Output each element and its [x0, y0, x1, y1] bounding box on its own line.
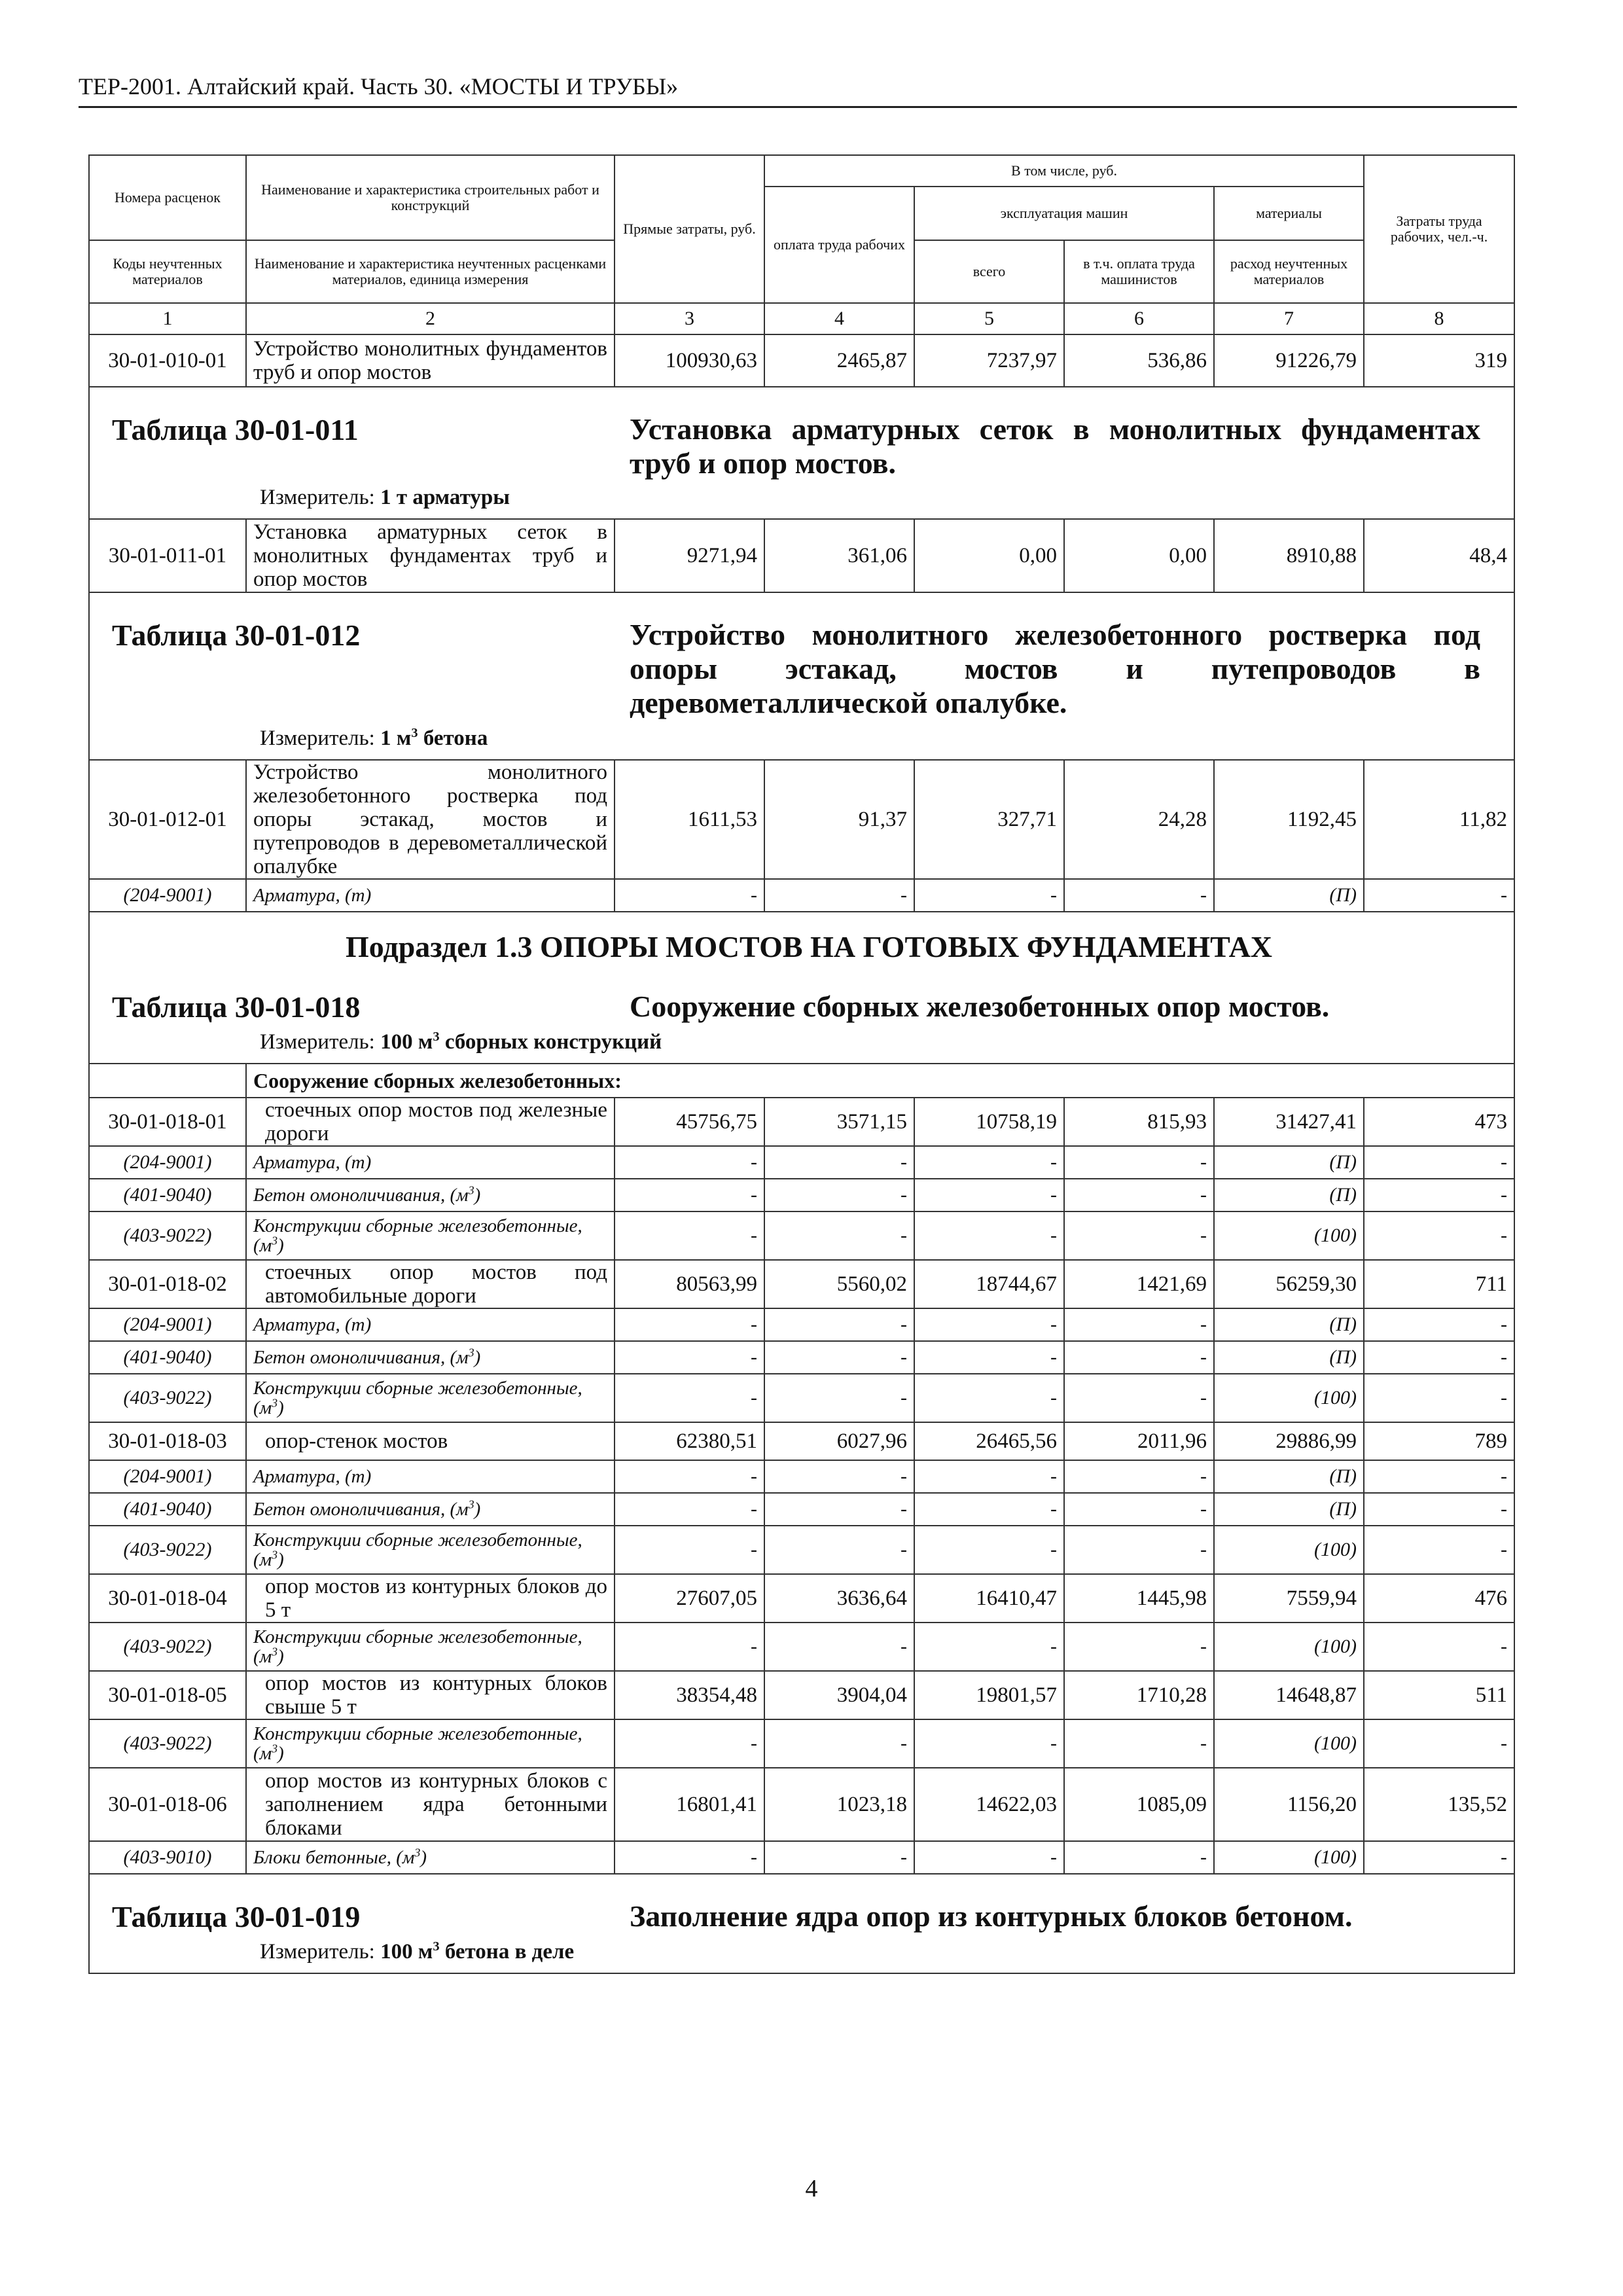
material-amount: (П) — [1214, 1146, 1364, 1179]
cell-drivers: 1710,28 — [1064, 1671, 1214, 1719]
cell-dash: - — [914, 1719, 1064, 1768]
material-row — [89, 1493, 1514, 1526]
material-amount: (П) — [1214, 879, 1364, 912]
price-table — [88, 154, 1515, 1974]
cell-dash: - — [914, 1493, 1064, 1526]
cell-labor: 511 — [1364, 1671, 1514, 1719]
header-drivers: в т.ч. оплата труда машинистов — [1064, 240, 1214, 303]
cell-direct: 80563,99 — [615, 1260, 764, 1308]
material-code: (403-9022) — [89, 1211, 246, 1260]
cell-materials: 31427,41 — [1214, 1098, 1364, 1146]
cell-drivers: 815,93 — [1064, 1098, 1214, 1146]
row-code: 30-01-018-03 — [89, 1422, 246, 1460]
cell-direct: 38354,48 — [615, 1671, 764, 1719]
material-name: Конструкции сборные железобетонные, $(м^3)$ — [246, 1623, 615, 1671]
row-name: Устройство монолитного железобетонного ростверка под опоры эстакад, мостов и путепроводов в деревометаллической опалубке — [246, 760, 615, 879]
cell-dash: - — [615, 1719, 764, 1768]
cell-wages: 3904,04 — [764, 1671, 914, 1719]
material-name: Конструкции сборные железобетонные, $(м^3)$ — [246, 1526, 615, 1574]
cell-dash: - — [914, 1460, 1064, 1493]
cell-dash: - — [615, 879, 764, 912]
cell-wages: 1023,18 — [764, 1768, 914, 1841]
cell-dash: - — [615, 1341, 764, 1374]
cell-dash: - — [615, 1179, 764, 1211]
cell-labor: 11,82 — [1364, 760, 1514, 879]
header-total: всего — [914, 240, 1064, 303]
col-num: 8 — [1364, 303, 1514, 334]
section-30-01-019 — [89, 1874, 1514, 1973]
material-name: Арматура, (т) — [246, 1146, 615, 1179]
cell-labor: 473 — [1364, 1098, 1514, 1146]
cell-dash: - — [615, 1374, 764, 1422]
row-code: 30-01-018-02 — [89, 1260, 246, 1308]
material-row — [89, 879, 1514, 912]
cell-wages: 91,37 — [764, 760, 914, 879]
cell-dash: - — [1364, 1623, 1514, 1671]
subsection-title: Подраздел 1.3 ОПОРЫ МОСТОВ НА ГОТОВЫХ ФУНДАМЕНТАХ — [345, 930, 1273, 963]
cell-dash: - — [1064, 1179, 1214, 1211]
cell-drivers: 2011,96 — [1064, 1422, 1214, 1460]
cell-dash: - — [764, 1526, 914, 1574]
cell-dash: - — [1064, 1841, 1214, 1874]
section-30-01-012 — [89, 592, 1514, 760]
material-code: (403-9022) — [89, 1623, 246, 1671]
col-num: 2 — [246, 303, 615, 334]
material-amount: (П) — [1214, 1308, 1364, 1341]
material-code: (204-9001) — [89, 1308, 246, 1341]
cell-direct: 45756,75 — [615, 1098, 764, 1146]
cell-dash: - — [1364, 1493, 1514, 1526]
cell-machines: 16410,47 — [914, 1574, 1064, 1623]
cell-labor: 48,4 — [1364, 519, 1514, 592]
cell-dash: - — [1364, 1374, 1514, 1422]
header-direct: Прямые затраты, руб. — [615, 155, 764, 303]
cell-machines: 14622,03 — [914, 1768, 1064, 1841]
row-code: 30-01-010-01 — [89, 334, 246, 387]
material-name: Конструкции сборные железобетонные, $(м^3)$ — [246, 1374, 615, 1422]
table-name: Таблица 30-01-011 — [112, 413, 359, 446]
cell-dash: - — [615, 1841, 764, 1874]
cell-dash: - — [764, 1179, 914, 1211]
header-incl: В том числе, руб. — [764, 155, 1364, 187]
cell-materials: 91226,79 — [1214, 334, 1364, 387]
section-30-01-011 — [89, 387, 1514, 519]
row-name: стоечных опор мостов под железные дороги — [246, 1098, 615, 1146]
cell-dash: - — [914, 1179, 1064, 1211]
group-title: Сооружение сборных железобетонных: — [246, 1064, 1514, 1098]
header-name: Наименование и характеристика строительных работ и конструкций — [246, 155, 615, 240]
material-code: (403-9022) — [89, 1526, 246, 1574]
cell-drivers: 1085,09 — [1064, 1768, 1214, 1841]
cell-wages: 6027,96 — [764, 1422, 914, 1460]
cell-dash: - — [1064, 1460, 1214, 1493]
cell-labor: 476 — [1364, 1574, 1514, 1623]
col-num: 5 — [914, 303, 1064, 334]
material-amount: (100) — [1214, 1719, 1364, 1768]
cell-dash: - — [1364, 879, 1514, 912]
cell-dash: - — [764, 1374, 914, 1422]
table-row — [89, 1422, 1514, 1460]
row-name: опор мостов из контурных блоков с заполнением ядра бетонными блоками — [246, 1768, 615, 1841]
cell-materials: 7559,94 — [1214, 1574, 1364, 1623]
row-name: опор-стенок мостов — [246, 1422, 615, 1460]
cell-drivers: 0,00 — [1064, 519, 1214, 592]
cell-dash: - — [1064, 1374, 1214, 1422]
cell-dash: - — [1064, 1341, 1214, 1374]
measure: Измеритель: 1 т арматуры — [260, 486, 510, 509]
header-codes: Номера расценок — [89, 155, 246, 240]
header-machines: эксплуатация машин — [914, 187, 1214, 240]
cell-materials: 56259,30 — [1214, 1260, 1364, 1308]
cell-dash: - — [914, 1841, 1064, 1874]
cell-dash: - — [1064, 1308, 1214, 1341]
table-name: Таблица 30-01-018 — [112, 990, 361, 1024]
cell-dash: - — [1364, 1841, 1514, 1874]
material-amount: (П) — [1214, 1341, 1364, 1374]
header-codes2: Коды неучтенных материалов — [89, 240, 246, 303]
cell-dash: - — [914, 879, 1064, 912]
material-amount: (П) — [1214, 1179, 1364, 1211]
cell-dash: - — [914, 1341, 1064, 1374]
cell-wages: 2465,87 — [764, 334, 914, 387]
table-row — [89, 1574, 1514, 1623]
cell-dash: - — [764, 1211, 914, 1260]
material-row — [89, 1211, 1514, 1260]
material-code: (401-9040) — [89, 1493, 246, 1526]
material-amount: (100) — [1214, 1211, 1364, 1260]
cell-dash: - — [914, 1146, 1064, 1179]
cell-dash: - — [764, 1719, 914, 1768]
cell-dash: - — [914, 1308, 1064, 1341]
cell-direct: 16801,41 — [615, 1768, 764, 1841]
table-title: Сооружение сборных железобетонных опор мостов. — [630, 990, 1330, 1023]
material-row — [89, 1179, 1514, 1211]
cell-wages: 3636,64 — [764, 1574, 914, 1623]
cell-dash: - — [1364, 1341, 1514, 1374]
cell-labor: 135,52 — [1364, 1768, 1514, 1841]
material-name: Арматура, (т) — [246, 1460, 615, 1493]
cell-dash: - — [764, 1146, 914, 1179]
cell-direct: 9271,94 — [615, 519, 764, 592]
cell-materials: 1156,20 — [1214, 1768, 1364, 1841]
cell-materials: 14648,87 — [1214, 1671, 1364, 1719]
cell-dash: - — [764, 1623, 914, 1671]
cell-dash: - — [1364, 1308, 1514, 1341]
col-num: 4 — [764, 303, 914, 334]
material-name: Бетон омоноличивания, $(м^3)$ — [246, 1493, 615, 1526]
table-row — [89, 1671, 1514, 1719]
cell-materials: 8910,88 — [1214, 519, 1364, 592]
cell-wages: 3571,15 — [764, 1098, 914, 1146]
table-row — [89, 760, 1514, 879]
material-row — [89, 1374, 1514, 1422]
row-name: опор мостов из контурных блоков свыше 5 т — [246, 1671, 615, 1719]
cell-dash: - — [1364, 1460, 1514, 1493]
table-title: Заполнение ядра опор из контурных блоков бетоном. — [630, 1899, 1353, 1933]
material-row — [89, 1341, 1514, 1374]
material-code: (401-9040) — [89, 1341, 246, 1374]
cell-dash: - — [1064, 1146, 1214, 1179]
cell-dash: - — [615, 1526, 764, 1574]
material-name: Конструкции сборные железобетонные, $(м^3)$ — [246, 1719, 615, 1768]
cell-dash: - — [1064, 1211, 1214, 1260]
cell-dash: - — [914, 1623, 1064, 1671]
row-code: 30-01-011-01 — [89, 519, 246, 592]
cell-dash: - — [914, 1526, 1064, 1574]
col-num: 3 — [615, 303, 764, 334]
material-code: (403-9022) — [89, 1374, 246, 1422]
cell-dash: - — [615, 1211, 764, 1260]
header-name2: Наименование и характеристика неучтенных расценками материалов, единица измерения — [246, 240, 615, 303]
col-num: 6 — [1064, 303, 1214, 334]
cell-dash: - — [1364, 1146, 1514, 1179]
cell-dash: - — [914, 1211, 1064, 1260]
material-name: Арматура, (т) — [246, 879, 615, 912]
material-code: (403-9010) — [89, 1841, 246, 1874]
cell-dash: - — [615, 1460, 764, 1493]
measure: Измеритель: 100 $м^3$ бетона в деле — [260, 1939, 575, 1964]
material-name: Блоки бетонные, $(м^3)$ — [246, 1841, 615, 1874]
cell-direct: 62380,51 — [615, 1422, 764, 1460]
cell-labor: 711 — [1364, 1260, 1514, 1308]
cell-labor: 789 — [1364, 1422, 1514, 1460]
table-row — [89, 1260, 1514, 1308]
cell-machines: 10758,19 — [914, 1098, 1064, 1146]
cell-drivers: 1445,98 — [1064, 1574, 1214, 1623]
table-name: Таблица 30-01-012 — [112, 619, 361, 652]
row-code: 30-01-012-01 — [89, 760, 246, 879]
cell-dash: - — [615, 1493, 764, 1526]
page-number: 4 — [805, 2175, 818, 2202]
row-name: опор мостов из контурных блоков до 5 т — [246, 1574, 615, 1623]
table-row — [89, 1768, 1514, 1841]
cell-dash: - — [1064, 1493, 1214, 1526]
cell-dash: - — [1064, 879, 1214, 912]
cell-machines: 327,71 — [914, 760, 1064, 879]
material-row — [89, 1146, 1514, 1179]
cell-dash: - — [764, 1341, 914, 1374]
row-code: 30-01-018-01 — [89, 1098, 246, 1146]
table-row — [89, 334, 1514, 387]
row-code: 30-01-018-04 — [89, 1574, 246, 1623]
material-code: (204-9001) — [89, 1146, 246, 1179]
row-name: Установка арматурных сеток в монолитных фундаментах труб и опор мостов — [246, 519, 615, 592]
cell-dash: - — [764, 879, 914, 912]
material-code: (401-9040) — [89, 1179, 246, 1211]
cell-machines: 0,00 — [914, 519, 1064, 592]
material-row — [89, 1719, 1514, 1768]
cell-wages: 361,06 — [764, 519, 914, 592]
section-30-01-018 — [89, 912, 1514, 1064]
material-amount: (100) — [1214, 1526, 1364, 1574]
material-amount: (П) — [1214, 1493, 1364, 1526]
cell-materials: 1192,45 — [1214, 760, 1364, 879]
cell-dash: - — [615, 1146, 764, 1179]
material-row — [89, 1526, 1514, 1574]
cell-dash: - — [764, 1493, 914, 1526]
material-amount: (100) — [1214, 1841, 1364, 1874]
material-row — [89, 1308, 1514, 1341]
table-row — [89, 519, 1514, 592]
cell-machines: 18744,67 — [914, 1260, 1064, 1308]
row-name: Устройство монолитных фундаментов труб и опор мостов — [246, 334, 615, 387]
material-name: Бетон омоноличивания, $(м^3)$ — [246, 1341, 615, 1374]
material-code: (204-9001) — [89, 879, 246, 912]
cell-dash: - — [1364, 1526, 1514, 1574]
cell-dash: - — [764, 1841, 914, 1874]
material-row — [89, 1460, 1514, 1493]
cell-drivers: 536,86 — [1064, 334, 1214, 387]
cell-dash: - — [615, 1308, 764, 1341]
table-title: Установка арматурных сеток в монолитных фундаментах труб и опор мостов. — [630, 412, 1480, 480]
cell-wages: 5560,02 — [764, 1260, 914, 1308]
material-row — [89, 1841, 1514, 1874]
material-code: (204-9001) — [89, 1460, 246, 1493]
col-num: 1 — [89, 303, 246, 334]
cell-dash: - — [1364, 1179, 1514, 1211]
material-row — [89, 1623, 1514, 1671]
material-code: (403-9022) — [89, 1719, 246, 1768]
material-amount: (100) — [1214, 1374, 1364, 1422]
header-wages: оплата труда рабочих — [764, 187, 914, 303]
cell-dash: - — [1064, 1623, 1214, 1671]
cell-dash: - — [764, 1308, 914, 1341]
measure: Измеритель: 100 $м^3$ сборных конструкций — [260, 1030, 662, 1054]
material-amount: (П) — [1214, 1460, 1364, 1493]
measure: Измеритель: 1 $м^3$ бетона — [260, 726, 488, 750]
cell-direct: 100930,63 — [615, 334, 764, 387]
cell-drivers: 24,28 — [1064, 760, 1214, 879]
table-name: Таблица 30-01-019 — [112, 1900, 361, 1933]
table-row — [89, 1098, 1514, 1146]
cell-machines: 19801,57 — [914, 1671, 1064, 1719]
cell-materials: 29886,99 — [1214, 1422, 1364, 1460]
cell-dash: - — [1064, 1526, 1214, 1574]
header-labor: Затраты труда рабочих, чел.-ч. — [1364, 155, 1514, 303]
cell-dash: - — [914, 1374, 1064, 1422]
cell-machines: 7237,97 — [914, 334, 1064, 387]
col-num: 7 — [1214, 303, 1364, 334]
row-code: 30-01-018-05 — [89, 1671, 246, 1719]
cell-dash: - — [1364, 1211, 1514, 1260]
cell-dash: - — [1364, 1719, 1514, 1768]
table-title: Устройство монолитного железобетонного ростверка под опоры эстакад, мостов и путепроводов в деревометаллической опалубке. — [630, 618, 1480, 719]
cell-machines: 26465,56 — [914, 1422, 1064, 1460]
material-name: Конструкции сборные железобетонные, $(м^3)$ — [246, 1211, 615, 1260]
empty-cell — [89, 1064, 246, 1098]
cell-dash: - — [1064, 1719, 1214, 1768]
material-amount: (100) — [1214, 1623, 1364, 1671]
cell-dash: - — [615, 1623, 764, 1671]
cell-dash: - — [764, 1460, 914, 1493]
cell-labor: 319 — [1364, 334, 1514, 387]
material-name: Бетон омоноличивания, $(м^3)$ — [246, 1179, 615, 1211]
row-name: стоечных опор мостов под автомобильные дороги — [246, 1260, 615, 1308]
header-unaccounted: расход неучтенных материалов — [1214, 240, 1364, 303]
page-header: ТЕР-2001. Алтайский край. Часть 30. «МОСТЫ И ТРУБЫ» — [79, 72, 1517, 108]
cell-drivers: 1421,69 — [1064, 1260, 1214, 1308]
header-materials: материалы — [1214, 187, 1364, 240]
row-code: 30-01-018-06 — [89, 1768, 246, 1841]
cell-direct: 27607,05 — [615, 1574, 764, 1623]
cell-direct: 1611,53 — [615, 760, 764, 879]
material-name: Арматура, (т) — [246, 1308, 615, 1341]
